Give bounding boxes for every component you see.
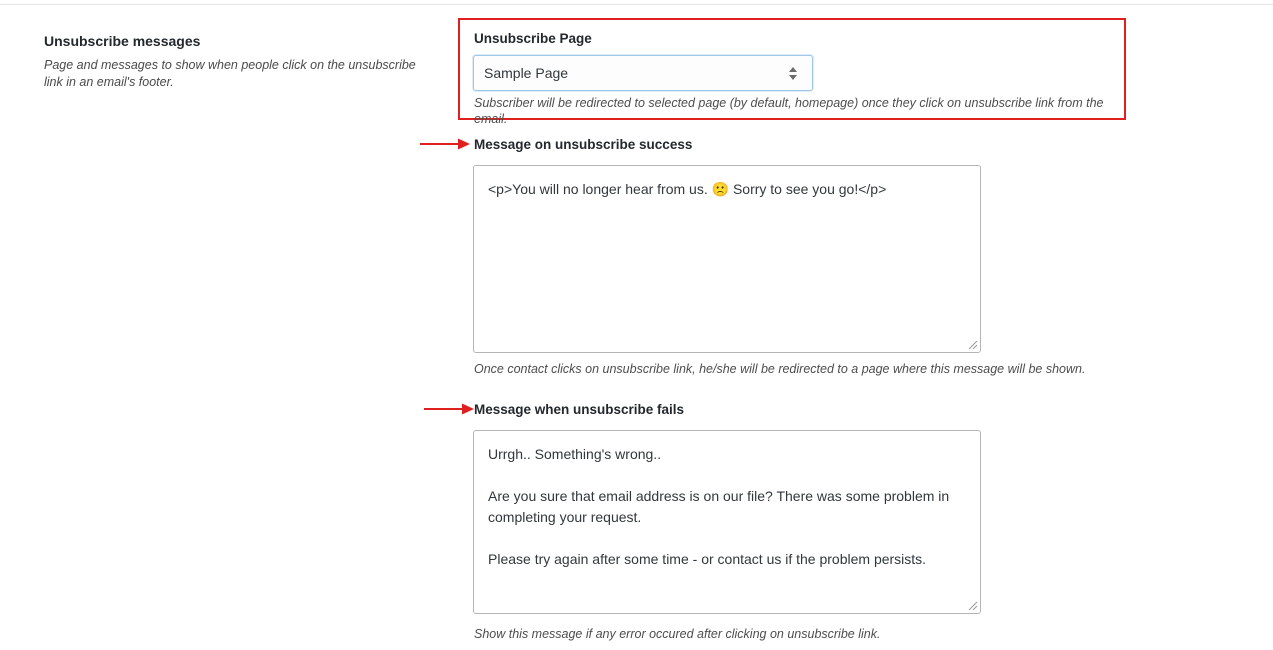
section-description: Page and messages to show when people click on the unsubscribe link in an email's footer. <box>44 58 416 90</box>
top-divider <box>0 4 1273 5</box>
unsubscribe-page-help-text: Subscriber will be redirected to selected page (by default, homepage) once they click on unsubscribe link from the email. <box>474 96 1104 127</box>
fail-message-textarea[interactable] <box>473 430 981 614</box>
section-description-column <box>44 32 434 91</box>
section-title: Unsubscribe messages <box>44 33 201 49</box>
unsubscribe-page-selected-value: Sample Page <box>484 65 569 81</box>
unsubscribe-page-label: Unsubscribe Page <box>474 31 592 46</box>
success-message-help-text: Once contact clicks on unsubscribe link, he/she will be redirected to a page where this message will be shown. <box>474 362 1086 376</box>
success-message-label: Message on unsubscribe success <box>474 137 693 152</box>
unsubscribe-page-select-box[interactable] <box>473 55 813 91</box>
success-message-textarea[interactable] <box>473 165 981 353</box>
arrow-annotation-success-icon <box>420 137 470 151</box>
unsubscribe-page-select[interactable] <box>473 55 813 91</box>
arrow-annotation-fail-icon <box>424 402 474 416</box>
fail-message-help-text: Show this message if any error occured after clicking on unsubscribe link. <box>474 627 881 641</box>
chevron-updown-icon <box>787 64 799 82</box>
fail-message-label: Message when unsubscribe fails <box>474 402 685 417</box>
